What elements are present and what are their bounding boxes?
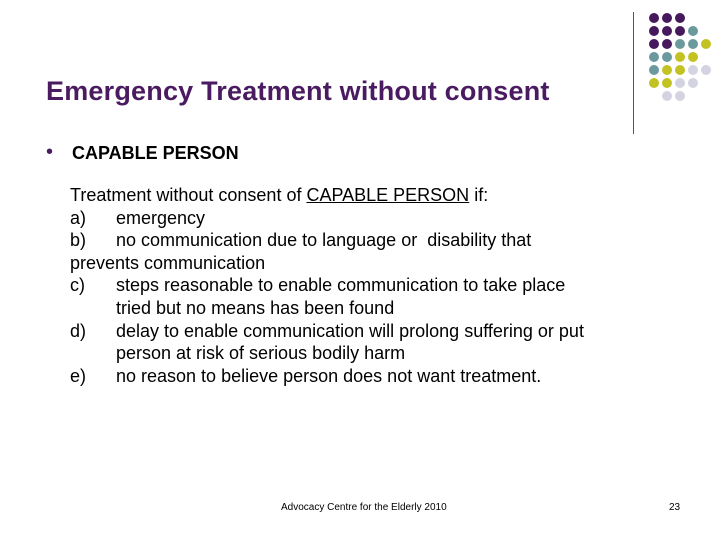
dot — [649, 65, 659, 75]
dot — [688, 52, 698, 62]
dot — [649, 13, 659, 23]
dot — [688, 78, 698, 88]
list-item — [70, 320, 710, 343]
dot — [662, 26, 672, 36]
list-continuation: person at risk of serious bodily harm — [116, 343, 406, 364]
list-text: no reason to believe person does not want treatment. — [116, 365, 542, 386]
dot — [649, 26, 659, 36]
list-item — [70, 274, 710, 297]
dot — [675, 39, 685, 49]
list-marker: c) — [70, 275, 85, 296]
list-continuation: prevents communication — [70, 252, 266, 273]
dot — [662, 13, 672, 23]
list-marker: b) — [70, 230, 87, 251]
dot — [675, 26, 685, 36]
list-marker: a) — [70, 207, 87, 228]
list-marker: d) — [70, 320, 87, 341]
list-continuation: tried but no means has been found — [116, 297, 395, 318]
dot — [662, 78, 672, 88]
list-item — [70, 365, 710, 388]
dot — [675, 65, 685, 75]
intro-suffix: if: — [469, 185, 489, 205]
dot — [675, 13, 685, 23]
list-text: emergency — [116, 207, 206, 228]
list-text: steps reasonable to enable communication to take place — [116, 275, 566, 296]
list-item — [70, 229, 710, 252]
list-marker: e) — [70, 365, 87, 386]
dot — [675, 52, 685, 62]
dot — [675, 78, 685, 88]
dot — [649, 52, 659, 62]
list-text: no communication due to language or disability that — [116, 230, 532, 251]
footer-text: Advocacy Centre for the Elderly 2010 — [281, 502, 447, 513]
intro-prefix: Treatment without consent of — [70, 185, 307, 205]
dot — [662, 52, 672, 62]
dot — [649, 39, 659, 49]
dot — [649, 78, 659, 88]
intro-line — [70, 184, 710, 207]
bullet-icon: • — [46, 141, 54, 163]
dot — [662, 65, 672, 75]
dot — [688, 65, 698, 75]
decorative-divider — [633, 12, 634, 134]
dot — [675, 91, 685, 101]
intro-link: CAPABLE PERSON — [306, 185, 470, 205]
dot — [701, 39, 711, 49]
list-text: delay to enable communication will prolong suffering or put — [116, 320, 584, 341]
bullet-heading: CAPABLE PERSON — [72, 143, 239, 163]
dot — [662, 39, 672, 49]
dot — [701, 65, 711, 75]
slide-body — [70, 184, 710, 387]
dot — [662, 91, 672, 101]
page-number: 23 — [669, 502, 681, 513]
slide-title: Emergency Treatment without consent — [46, 76, 550, 106]
list-item — [70, 207, 710, 230]
dot — [688, 26, 698, 36]
dot — [688, 39, 698, 49]
